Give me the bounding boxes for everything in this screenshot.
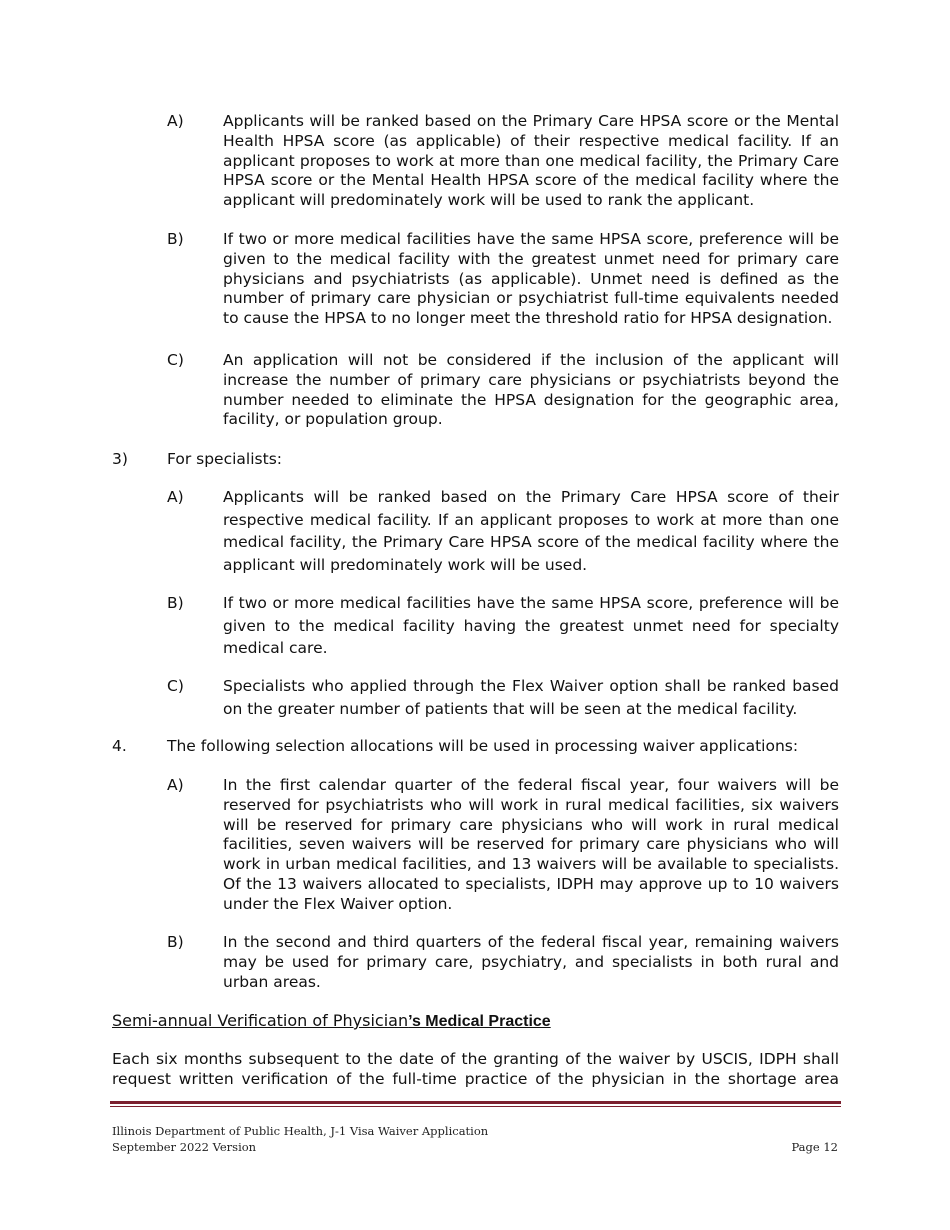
- item-text: If two or more medical facilities have the same HPSA score, preference will be given to the medical facility having the greatest unmet need for specialty medical care.: [223, 594, 839, 657]
- item-text: Applicants will be ranked based on the Primary Care HPSA score of their respective medical facility. If an applicant proposes to work at more than one medical facility, the Primary Care HPSA score of the medical facility where the applicant will predominately work will be used.: [223, 488, 839, 574]
- item-label: C): [167, 351, 184, 369]
- item-text: Specialists who applied through the Flex Waiver option shall be ranked based on the greater number of patients that will be seen at the medical facility.: [223, 677, 839, 718]
- item-text: If two or more medical facilities have the same HPSA score, preference will be given to the medical facility with the greatest unmet need for primary care physicians and psychiatrists (as applicable). Unmet need is defined as the number of primary care physician or psychiatrist full-time equivalents needed to cause the HPSA to no longer meet the threshold ratio for HPSA designation.: [223, 230, 839, 328]
- footer-line-1: Illinois Department of Public Health, J-1 Visa Waiver Application: [112, 1124, 489, 1138]
- item-label: 3): [112, 450, 128, 468]
- footer-line-2: September 2022 Version: [112, 1140, 257, 1154]
- item-text: In the second and third quarters of the federal fiscal year, remaining waivers may be used for primary care, psychiatry, and specialists in both rural and urban areas.: [223, 933, 839, 991]
- footer-rule-thin: [110, 1106, 841, 1107]
- item-text: In the first calendar quarter of the federal fiscal year, four waivers will be reserved for psychiatrists who will work in rural medical facilities, six waivers will be reserved for primary care physicians who will work in rural medical facilities, seven waivers will be reserved for primary care physicians who will work in urban medical facilities, and 13 waivers will be available to specialists. Of the 13 waivers allocated to specialists, IDPH may approve up to 10 waivers under the Flex Waiver option.: [223, 776, 839, 913]
- item-label: B): [167, 230, 184, 248]
- footer-rule-thick: [110, 1101, 841, 1104]
- item-text: The following selection allocations will be used in processing waiver applications:: [167, 737, 799, 755]
- page-number: Page 12: [791, 1140, 838, 1154]
- heading-bold: ’s Medical Practice: [408, 1013, 551, 1030]
- heading-plain: Semi-annual Verification of Physician: [112, 1011, 409, 1030]
- item-label: A): [167, 488, 184, 506]
- item-label: 4.: [112, 737, 127, 755]
- item-text: For specialists:: [167, 450, 282, 468]
- item-label: A): [167, 112, 184, 130]
- section-paragraph: Each six months subsequent to the date of the granting of the waiver by USCIS, IDPH shall request written verification of the full-time practice of the physician in the shortage area: [112, 1050, 839, 1088]
- item-text: Applicants will be ranked based on the Primary Care HPSA score or the Mental Health HPSA score (as applicable) of their respective medical facility. If an applicant proposes to work at more than one medical facility, the Primary Care HPSA score or the Mental Health HPSA score of the medical facility where the applicant will predominately work will be used to rank the applicant.: [223, 112, 839, 210]
- item-text: An application will not be considered if the inclusion of the applicant will increase the number of primary care physicians or psychiatrists beyond the number needed to eliminate the HPSA designation for the geographic area, facility, or population group.: [223, 351, 839, 429]
- section-heading: [112, 1011, 551, 1031]
- item-label: A): [167, 776, 184, 794]
- item-label: C): [167, 677, 184, 695]
- item-label: B): [167, 594, 184, 612]
- item-label: B): [167, 933, 184, 951]
